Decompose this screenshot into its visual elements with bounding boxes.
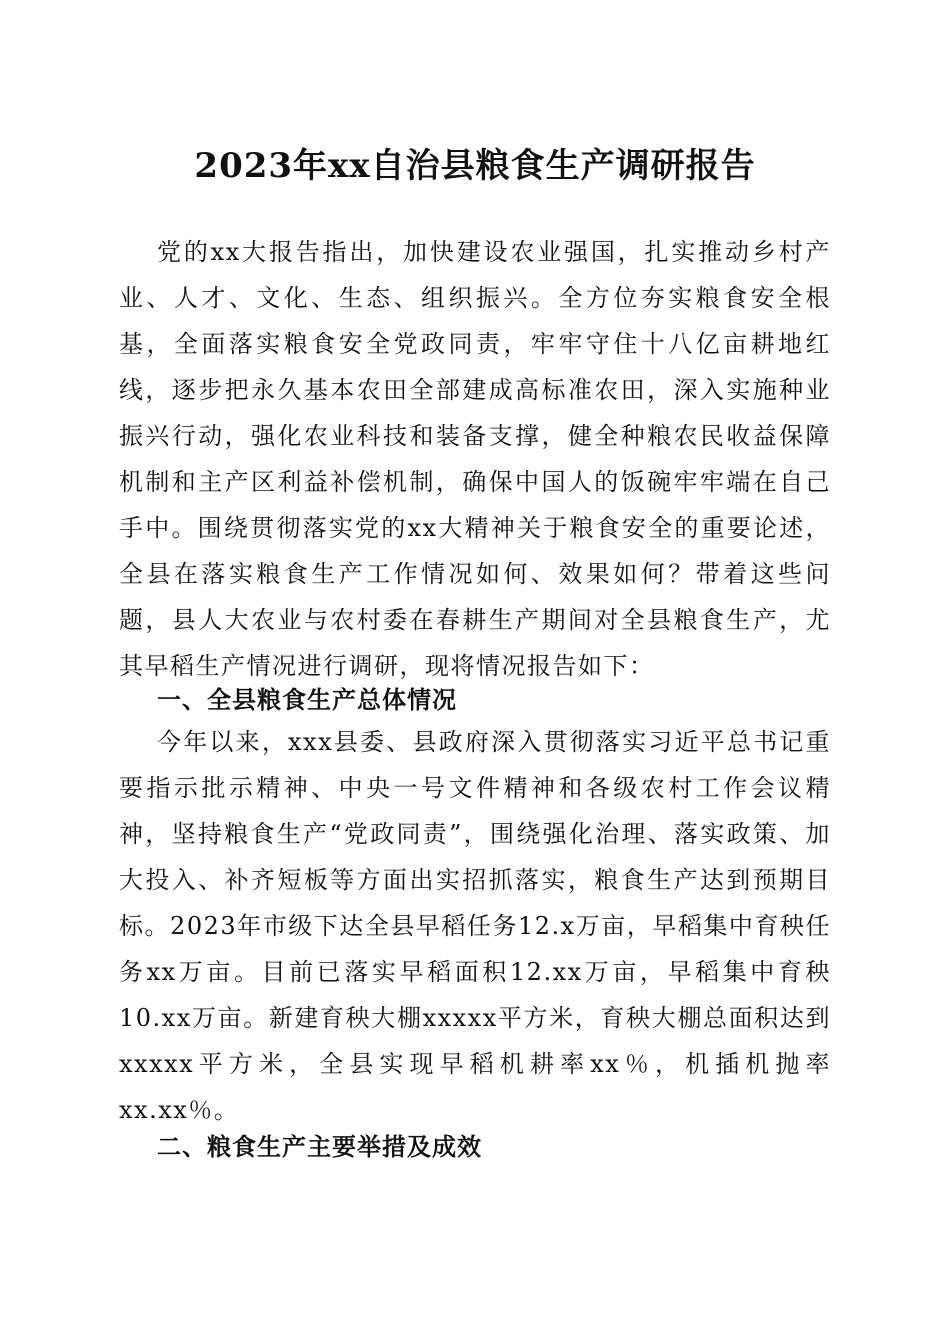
section-heading-1: 一、全县粮食生产总体情况	[157, 686, 457, 714]
intro-paragraph: 党的xx大报告指出，加快建设农业强国，扎实推动乡村产业、人才、文化、生态、组织振兴。全方位夯实粮食安全根基，全面落实粮食安全党政同责，牢牢守住十八亿亩耕地红线，逐步把永久基本农田全部建成高标准农田，深入实施种业振兴行动，强化农业科技和装备支撑，健全种粮农民收益保障机制和主产区利益补偿机制，确保中国人的饭碗牢牢端在自己手中。围绕贯彻落实党的xx大精神关于粮食安全的重要论述，全县在落实粮食生产工作情况如何、效果如何？带着这些问题，县人大农业与农村委在春耕生产期间对全县粮食生产，尤其早稻生产情况进行调研，现将情况报告如下：	[119, 238, 831, 680]
section-1-paragraph: 今年以来，xxx县委、县政府深入贯彻落实习近平总书记重要指示批示精神、中央一号文件精神和各级农村工作会议精神，坚持粮食生产“党政同责”，围绕强化治理、落实政策、加大投入、补齐短板等方面出实招抓落实，粮食生产达到预期目标。2023年市级下达全县早稻任务12.x万亩，早稻集中育秧任务xx万亩。目前已落实早稻面积12.xx万亩，早稻集中育秧10.xx万亩。新建育秧大棚xxxxx平方米，育秧大棚总面积达到xxxxx平方米，全县实现早稻机耕率xx％，机插机抛率xx.xx％。	[119, 728, 831, 1124]
document-title: 2023年xx自治县粮食生产调研报告	[194, 146, 756, 186]
section-heading-2: 二、粮食生产主要举措及成效	[157, 1133, 482, 1161]
